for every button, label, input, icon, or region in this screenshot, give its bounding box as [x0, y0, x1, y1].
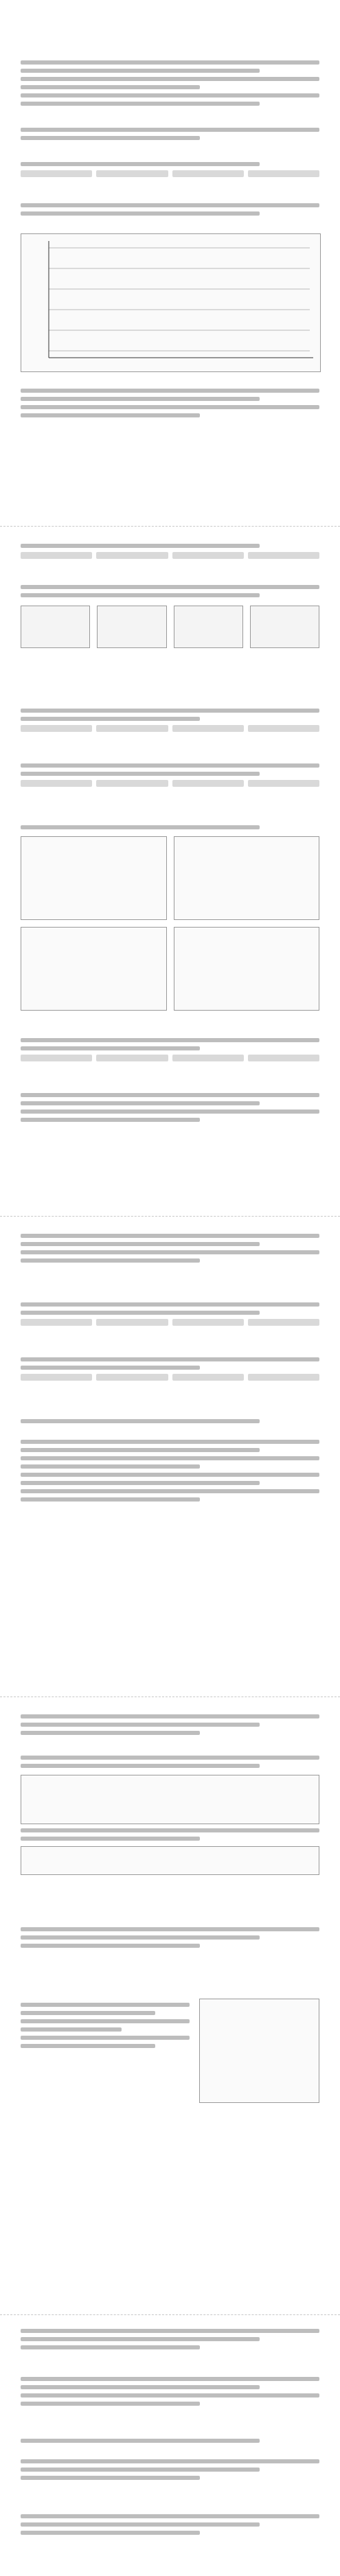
section-optional-intro: [21, 2435, 319, 2447]
question-8: [21, 1034, 319, 1061]
question-17-table: [21, 1775, 319, 1824]
figure-d: [250, 606, 319, 648]
section-solution-intro: [21, 1710, 319, 1739]
question-19-solid: [199, 1999, 319, 2103]
question-19: [21, 1999, 319, 2103]
page-1: [0, 0, 340, 526]
question-9: [21, 1089, 319, 1126]
question-7: [21, 821, 319, 1011]
score-chart: [21, 234, 320, 371]
question-21: [21, 2373, 319, 2410]
figure-a: [21, 606, 90, 648]
question-4: [21, 581, 319, 648]
question-20: [21, 2325, 319, 2354]
figure-c: [174, 606, 243, 648]
question-17-formula: [21, 1846, 319, 1875]
figure-b: [97, 606, 166, 648]
graph-c: [21, 927, 167, 1011]
questions-13-16: [21, 1436, 319, 1506]
question-4-figures: [21, 606, 319, 648]
page-4: [0, 1697, 340, 2314]
page-3: [0, 1216, 340, 1697]
question-7-graphs: [21, 836, 319, 1011]
question-17: [21, 1751, 319, 1875]
instructions: [21, 56, 319, 110]
section-choice-intro: [21, 124, 319, 144]
question-11: [21, 1298, 319, 1326]
question-3: [21, 540, 319, 559]
question-5: [21, 704, 319, 732]
question-6: [21, 759, 319, 787]
question-2-options: [21, 384, 319, 422]
question-2-chart: [21, 233, 321, 372]
page-5: [0, 2314, 340, 2576]
question-12: [21, 1353, 319, 1381]
question-1: [21, 158, 319, 177]
question-10: [21, 1230, 319, 1267]
graph-d: [174, 927, 320, 1011]
question-23: [21, 2510, 319, 2539]
question-18: [21, 1923, 319, 1952]
question-2: [21, 199, 319, 220]
question-22: [21, 2455, 319, 2484]
graph-a: [21, 836, 167, 920]
page-2: [0, 526, 340, 1216]
section-blank-intro: [21, 1415, 319, 1427]
graph-b: [174, 836, 320, 920]
